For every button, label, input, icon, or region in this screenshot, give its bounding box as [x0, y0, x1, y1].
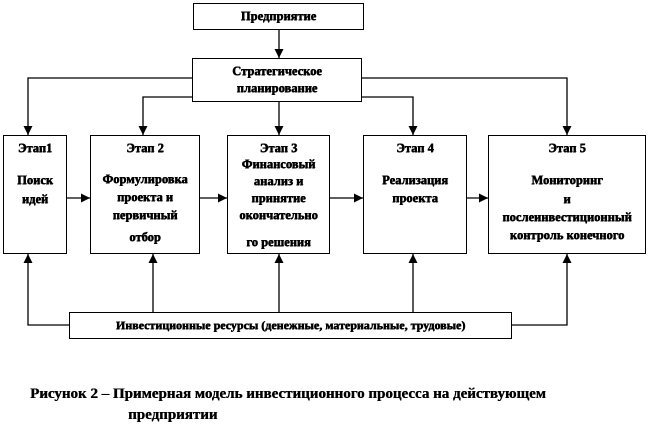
- stage3-line: го решения: [246, 235, 311, 249]
- arrow-planning-to-stage4: [362, 97, 413, 135]
- stage4-line: Реализация: [381, 173, 449, 187]
- stage2-line: первичный: [112, 208, 178, 222]
- arrow-planning-to-stage2: [143, 97, 192, 135]
- stage3-line: Финансовый: [241, 157, 316, 171]
- stage2-line: проекта и: [116, 190, 174, 204]
- resources-label: Инвестиционные ресурсы (денежные, материальные, трудовые): [115, 318, 466, 332]
- stage5-line: контроль конечного: [509, 228, 625, 242]
- stage2-title: Этап 2: [126, 141, 164, 155]
- stage3-line: принятие: [251, 191, 306, 205]
- stage2-line: отбор: [129, 230, 161, 244]
- enterprise-label: Предприятие: [240, 9, 317, 23]
- strategic-planning-line1: Стратегическое: [232, 64, 322, 78]
- arrow-planning-to-stage5: [362, 78, 567, 135]
- arrow-planning-to-stage1: [28, 78, 192, 135]
- stage1-line: Поиск: [17, 173, 53, 187]
- stage4-title: Этап 4: [396, 141, 434, 155]
- stage3-title: Этап 3: [259, 141, 298, 155]
- stage1-title: Этап1: [17, 141, 53, 155]
- arrow-resources-to-stage5: [512, 254, 567, 325]
- stage3-line: окончательно: [239, 208, 318, 222]
- arrow-resources-to-stage1: [28, 254, 69, 325]
- stage4-line: проекта: [392, 191, 438, 205]
- stage5-line: и: [563, 192, 571, 206]
- figure-caption-line2: предприятии: [128, 407, 218, 423]
- stage5-title: Этап 5: [548, 141, 586, 155]
- stage2-line: Формулировка: [102, 172, 188, 186]
- stage3-line: анализ и: [253, 174, 304, 188]
- strategic-planning-line2: планирование: [236, 81, 318, 95]
- stage1-line: идей: [21, 192, 49, 206]
- stage5-line: Мониторинг: [531, 173, 603, 187]
- stage5-line: послеинвестиционный: [502, 210, 632, 224]
- figure-caption-line1: Рисунок 2 – Примерная модель инвестиционного процесса на действующем: [30, 386, 546, 402]
